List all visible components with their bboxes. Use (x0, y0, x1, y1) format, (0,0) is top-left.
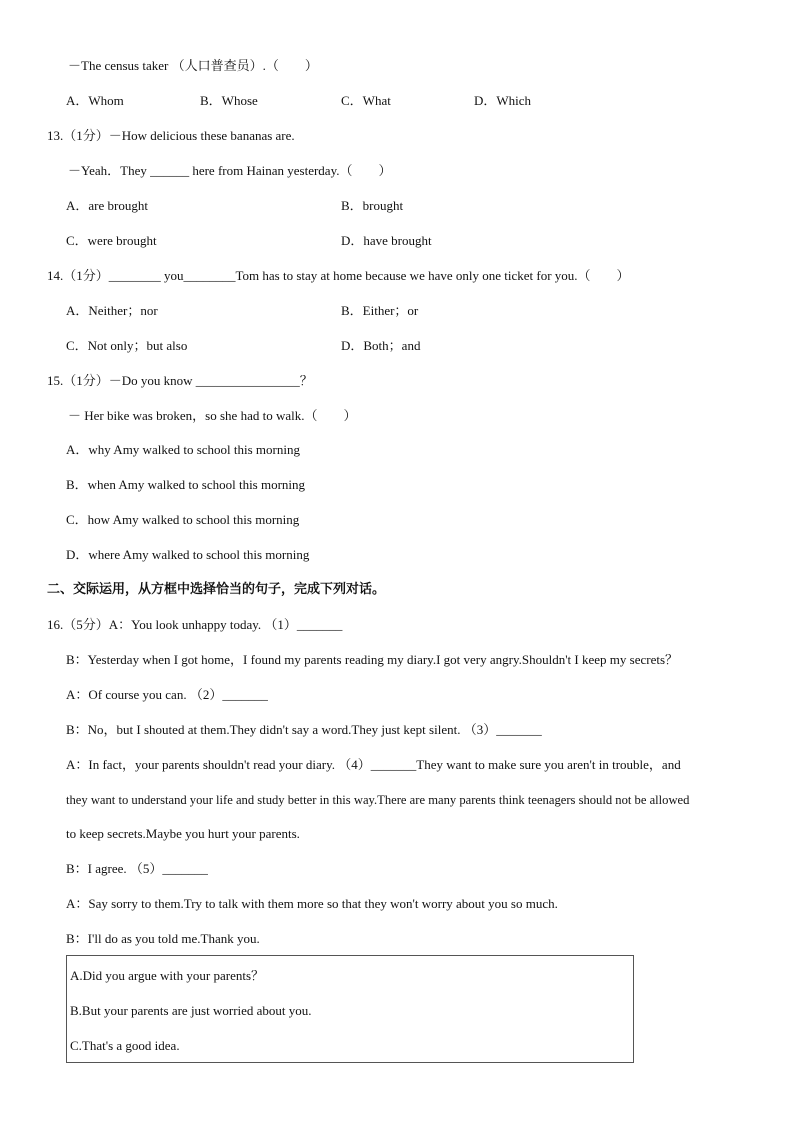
q14-option-c: C．Not only；but also (66, 338, 188, 353)
q16-line-5: A：In fact，your parents shouldn't read your diary. （4）_______They want to make sure you aren't in trouble，and (66, 757, 681, 772)
q15-option-a: A．why Amy walked to school this morning (66, 442, 300, 457)
q15-question: 15.（1分）－Do you know ________________？ (47, 373, 313, 388)
q12-option-b: B．Whose (200, 93, 258, 108)
q13-option-d: D．have brought (341, 233, 432, 248)
box-option-b: B.But your parents are just worried about you. (70, 1003, 312, 1018)
q12-answer-line: －The census taker （人口普查员）.（ ） (68, 58, 318, 73)
q16-line-4: B：No，but I shouted at them.They didn't say a word.They just kept silent. （3）_______ (66, 722, 542, 737)
q12-option-a: A．Whom (66, 93, 124, 108)
q14-question: 14.（1分）________ you________Tom has to stay at home because we have only one ticket for you.（ ） (47, 268, 630, 283)
q16-line-1: 16.（5分）A：You look unhappy today. （1）_______ (47, 617, 343, 632)
q14-option-d: D．Both；and (341, 338, 421, 353)
q15-answer-line: － Her bike was broken，so she had to walk.（ ） (68, 408, 357, 423)
q15-option-d: D．where Amy walked to school this morning (66, 547, 310, 562)
q16-line-8: B：I agree. （5）_______ (66, 861, 208, 876)
q12-option-d: D．Which (474, 93, 532, 108)
options-box (66, 955, 634, 1063)
q15-option-c: C．how Amy walked to school this morning (66, 512, 300, 527)
q13-answer-line: －Yeah．They ______ here from Hainan yesterday.（ ） (68, 163, 392, 178)
section-heading: 二、交际运用，从方框中选择恰当的句子，完成下列对话。 (47, 582, 386, 597)
q16-line-3: A：Of course you can. （2）_______ (66, 687, 268, 702)
q13-option-b: B．brought (341, 198, 404, 213)
q12-option-c: C．What (341, 93, 391, 108)
q13-question: 13.（1分）－How delicious these bananas are. (47, 128, 295, 143)
box-option-a: A.Did you argue with your parents？ (70, 968, 265, 983)
box-option-c: C.That's a good idea. (70, 1038, 180, 1053)
q15-option-b: B．when Amy walked to school this morning (66, 477, 306, 492)
q16-line-9: A：Say sorry to them.Try to talk with them more so that they won't worry about you so much. (66, 896, 558, 911)
q13-option-c: C．were brought (66, 233, 157, 248)
q14-option-b: B．Either；or (341, 303, 419, 318)
q14-option-a: A．Neither；nor (66, 303, 158, 318)
q16-line-10: B：I'll do as you told me.Thank you. (66, 931, 260, 946)
q13-option-a: A．are brought (66, 198, 148, 213)
q16-line-7: to keep secrets.Maybe you hurt your parents. (66, 826, 300, 841)
q16-line-6: they want to understand your life and study better in this way.There are many parents think teenagers should not be allowed (66, 793, 690, 807)
q16-line-2: B：Yesterday when I got home，I found my parents reading my diary.I got very angry.Shouldn't I keep my secrets？ (66, 652, 679, 667)
